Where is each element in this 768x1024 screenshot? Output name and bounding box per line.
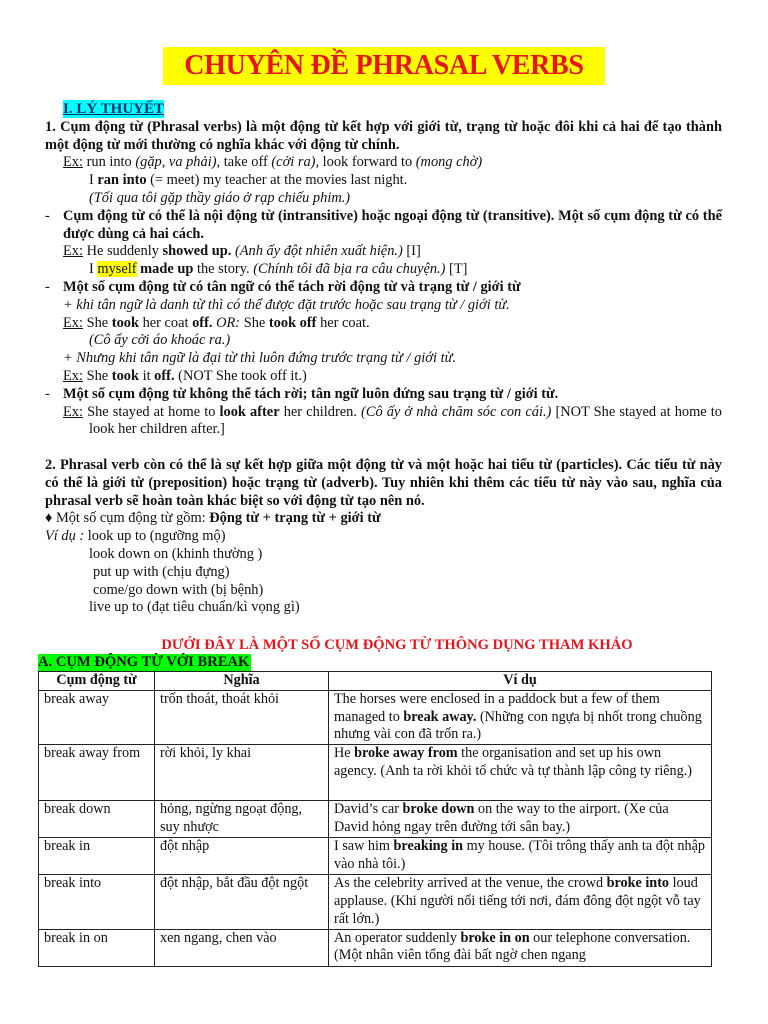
text-segment: (Chính tôi đã bịa ra câu chuyện.)	[253, 261, 446, 278]
table-row	[39, 838, 712, 875]
header-meaning: Nghĩa	[155, 672, 329, 691]
text-segment: (= meet) my teacher at the movies last night.	[146, 172, 408, 189]
text-segment: loud applause. (Khi người nổi tiếng tới nơi, đám đông đột ngột vỗ tay rất lớn.)	[334, 875, 701, 927]
text-segment: took	[111, 367, 139, 384]
text-segment: come/go down with (bị bệnh)	[93, 581, 264, 598]
cell-meaning: xen ngang, chen vào	[155, 929, 329, 966]
text-segment: (Tối qua tôi gặp thầy giáo ở rạp chiếu phim.)	[89, 189, 351, 206]
text-segment: broke away from	[354, 745, 458, 762]
text-segment: breaking in	[393, 838, 464, 855]
text-segment: He suddenly	[82, 243, 163, 260]
text-segment: + Nhưng khi tân ngữ là đại từ thì luôn đứng trước trạng từ / giới từ.	[63, 350, 457, 367]
cell-example	[329, 801, 712, 838]
reference-heading: DƯỚI ĐÂY LÀ MỘT SỐ CỤM ĐỘNG TỪ THÔNG DỤNG THAM KHẢO	[161, 637, 633, 653]
cell-verb: break in on	[39, 929, 155, 966]
text-segment: myself	[97, 261, 137, 278]
text-segment: (Cô ấy ở nhà chăm sóc con cái.)	[361, 403, 552, 420]
text-segment: Động từ + trạng từ + giới từ	[209, 510, 381, 527]
text-segment: I	[89, 172, 98, 189]
header-example: Ví dụ	[329, 672, 712, 691]
text-line	[45, 332, 722, 350]
header-verb: Cụm động từ	[39, 672, 155, 691]
text-segment: (gặp, va phải)	[135, 154, 217, 171]
text-segment: showed up.	[162, 243, 232, 260]
text-segment: Một số cụm động từ không thể tách rời; tân ngữ luôn đứng sau trạng từ / giới từ.	[63, 385, 559, 402]
text-segment: + khi tân ngữ là danh từ thì có thể được đặt trước hoặc sau trạng từ / giới từ.	[63, 296, 510, 313]
text-line	[45, 172, 722, 190]
break-phrasal-verbs-table	[38, 671, 712, 967]
text-segment: , take off	[216, 154, 272, 171]
text-segment: [I]	[402, 243, 421, 260]
text-segment: look up to (ngưỡng mộ)	[84, 528, 226, 545]
dash-bullet: -	[45, 385, 50, 402]
dash-bullet: -	[45, 207, 50, 224]
text-segment: off.	[192, 314, 213, 331]
cell-meaning: đột nhập, bắt đầu đột ngột	[155, 875, 329, 929]
text-segment: broke in on	[460, 929, 530, 946]
text-line	[45, 154, 722, 172]
text-segment: [NOT She stayed at home to look her children after.]	[89, 403, 722, 438]
cell-verb: break away from	[39, 745, 155, 801]
table-header-row	[39, 672, 712, 691]
text-line	[45, 190, 722, 208]
cell-example	[329, 929, 712, 966]
text-segment: ran into	[97, 172, 147, 189]
text-segment: on the way to the airport. (Xe của David hỏng ngay trên đường tới sân bay.)	[334, 801, 669, 835]
text-line	[45, 368, 722, 386]
text-segment: look down on (khinh thường )	[89, 545, 263, 562]
section-heading-theory: I. LÝ THUYẾT	[63, 101, 165, 117]
cell-meaning: đột nhập	[155, 838, 329, 875]
text-segment: , look forward to	[315, 154, 416, 171]
text-segment: Ex:	[63, 154, 83, 171]
text-segment: (mong chờ)	[415, 154, 483, 171]
cell-verb: break down	[39, 801, 155, 838]
text-segment: broke into	[606, 875, 670, 892]
text-line	[45, 261, 722, 279]
text-line	[45, 564, 722, 582]
cell-meaning: rời khỏi, ly khai	[155, 745, 329, 801]
text-segment: As the celebrity arrived at the venue, the crowd	[334, 875, 607, 892]
text-line	[45, 208, 722, 244]
cell-example	[329, 875, 712, 929]
text-segment: (NOT She took off it.)	[174, 367, 307, 384]
text-segment: I saw him	[334, 838, 394, 855]
cell-example	[329, 745, 712, 801]
text-segment: took off	[268, 314, 317, 331]
text-line	[45, 119, 722, 155]
text-segment: made up	[140, 261, 194, 278]
text-segment: ♦ Một số cụm động từ gồm:	[45, 510, 210, 527]
text-segment: live up to (đạt tiêu chuẩn/kì vọng gì)	[89, 599, 300, 616]
text-segment: (Những con ngựa bị nhốt trong chuồng nhưng vài con đã trốn ra.)	[334, 708, 702, 743]
text-segment: She	[82, 367, 112, 384]
particles-section	[45, 457, 722, 617]
text-line	[45, 546, 722, 564]
text-segment: her children.	[279, 403, 362, 420]
text-segment: look after	[219, 403, 280, 420]
text-segment: her coat.	[316, 314, 370, 331]
particles-lines	[45, 457, 722, 617]
text-line	[45, 243, 722, 261]
cell-meaning: hỏng, ngừng ngoạt động, suy nhược	[155, 801, 329, 838]
text-segment: An operator suddenly	[334, 929, 461, 946]
text-segment: Ví dụ :	[45, 528, 85, 545]
text-segment: She stayed at home to	[82, 403, 220, 420]
text-segment: her coat	[138, 314, 193, 331]
text-segment: Một số cụm động từ có tân ngữ có thể tách rời động từ và trạng từ / giới từ	[63, 278, 521, 295]
text-segment: Ex:	[63, 314, 83, 331]
text-segment: He	[334, 745, 355, 762]
text-segment: (Anh ấy đột nhiên xuất hiện.)	[234, 243, 403, 260]
text-segment: it	[138, 367, 155, 384]
text-segment: (cởi ra)	[271, 154, 316, 171]
text-segment: Ex:	[63, 367, 83, 384]
text-segment: I	[89, 261, 98, 278]
cell-meaning: trốn thoát, thoát khỏi	[155, 690, 329, 744]
text-line	[45, 297, 722, 315]
text-segment: my house. (Tôi trông thấy anh ta đột nhập vào nhà tôi.)	[334, 838, 705, 872]
table-row	[39, 745, 712, 801]
text-segment: the story.	[193, 261, 254, 278]
text-segment: [T]	[445, 261, 468, 278]
text-segment: She	[240, 314, 269, 331]
table-row	[39, 929, 712, 966]
text-segment: OR:	[216, 314, 241, 331]
theory-section	[45, 100, 722, 439]
text-line	[45, 599, 722, 617]
text-segment: The horses were enclosed in a paddock but a few of them managed to	[334, 690, 660, 725]
text-segment: She	[82, 314, 112, 331]
text-line	[45, 510, 722, 528]
theory-lines	[45, 119, 722, 439]
text-line	[45, 457, 722, 510]
dash-bullet: -	[45, 278, 50, 295]
text-segment: break away.	[403, 708, 477, 725]
text-segment: the organisation and set up his own agency. (Anh ta rời khỏi tổ chức và tự thành lập công ty riêng.)	[334, 745, 693, 779]
text-segment: Ex:	[63, 243, 83, 260]
text-segment: took	[111, 314, 139, 331]
text-segment: our telephone conversation. (Một nhân viên tổng đài bất ngờ chen ngang	[334, 929, 691, 964]
text-line	[45, 350, 722, 368]
document-title: CHUYÊN ĐỀ PHRASAL VERBS	[163, 47, 605, 85]
text-line	[45, 279, 722, 297]
cell-example	[329, 690, 712, 744]
text-segment: broke down	[402, 801, 475, 818]
text-segment: Cụm động từ có thể là nội động từ (intransitive) hoặc ngoại động từ (transitive). Một số cụm động từ có thể được dùng cả hai cách.	[63, 207, 722, 242]
text-segment: run into	[82, 154, 136, 171]
text-line	[45, 386, 722, 404]
cell-verb: break in	[39, 838, 155, 875]
text-line	[45, 315, 722, 333]
cell-example	[329, 838, 712, 875]
cell-verb: break away	[39, 690, 155, 744]
text-line	[45, 404, 722, 440]
cell-verb: break into	[39, 875, 155, 929]
text-segment: 2. Phrasal verb còn có thể là sự kết hợp giữa một động từ và một hoặc hai tiểu từ (particles). Các tiểu từ này có thể là giới từ (preposition) hoặc trạng từ (adverb). Tuy nhiên khi thêm các tiểu từ này vào sau, nghĩa của phrasal verb sẽ hoàn toàn khác biệt so với động từ tạo nên nó.	[45, 457, 722, 509]
table-row	[39, 801, 712, 838]
text-segment: put up with (chịu đựng)	[93, 563, 230, 580]
text-segment: off.	[154, 367, 175, 384]
table-row	[39, 875, 712, 929]
text-segment: 1. Cụm động từ (Phrasal verbs) là một động từ kết hợp với giới từ, trạng từ hoặc đôi khi cả hai để tạo thành một động từ mới thường có nghĩa khác với động từ chính.	[45, 118, 722, 153]
break-section-heading: A. CỤM ĐỘNG TỪ VỚI BREAK	[38, 654, 250, 670]
table-row	[39, 690, 712, 744]
text-segment: (Cô ấy cởi áo khoác ra.)	[89, 332, 231, 349]
text-line	[45, 582, 722, 600]
text-segment: Ex:	[63, 403, 83, 420]
text-line	[45, 528, 722, 546]
text-segment: David’s car	[334, 801, 403, 818]
